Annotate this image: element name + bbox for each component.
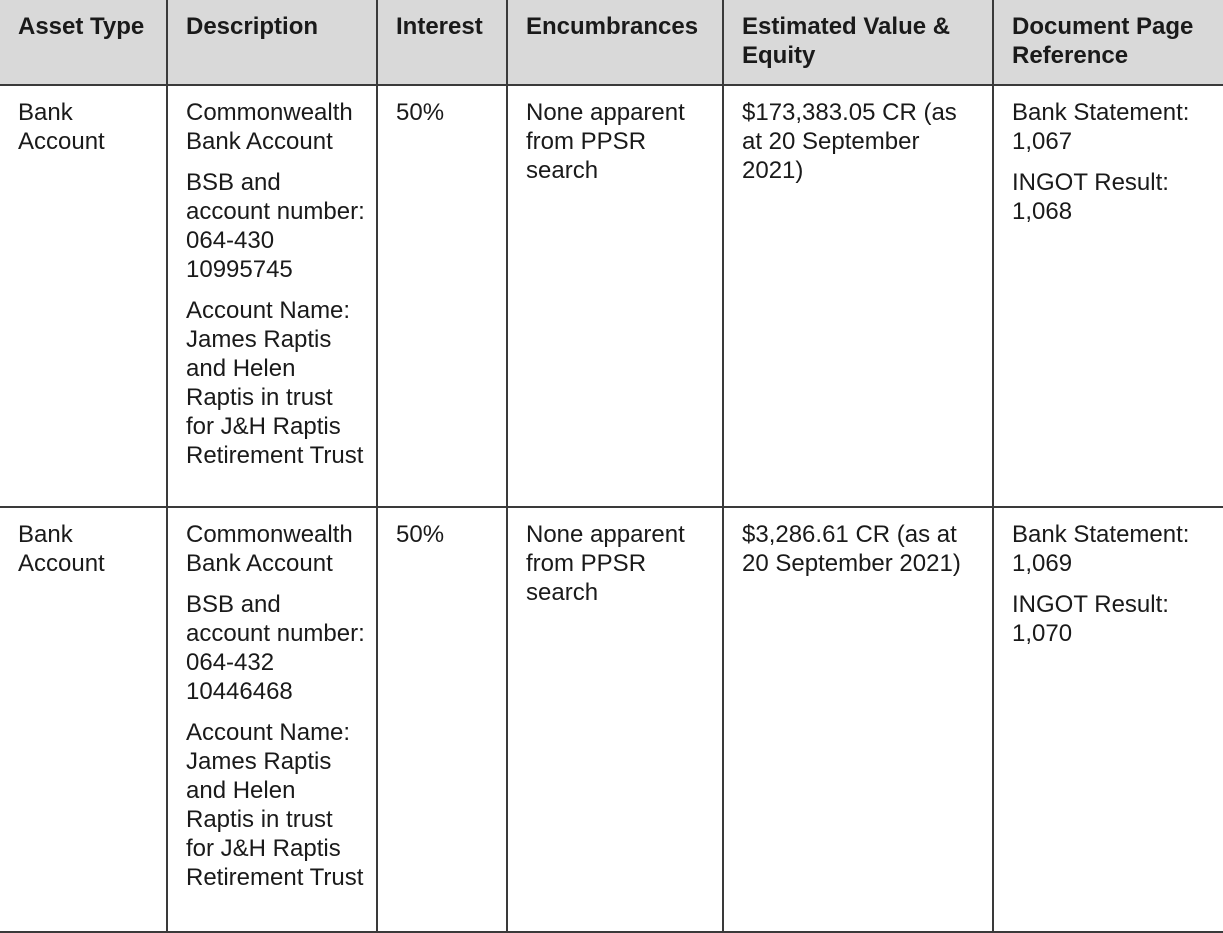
reference-ingot-result: INGOT Result: 1,070 (1012, 591, 1169, 648)
description-account-name: Account Name: James Raptis and Helen Raptis in trust for J&H Raptis Retirement Trust (186, 297, 364, 469)
cell-estimated-value: $3,286.61 CR (as at 20 September 2021) (723, 507, 993, 932)
table-row (0, 85, 1223, 507)
reference-bank-statement: Bank Statement: 1,069 (1012, 521, 1190, 578)
cell-description (167, 507, 377, 932)
cell-document-reference (993, 85, 1223, 507)
reference-bank-statement: Bank Statement: 1,067 (1012, 99, 1190, 155)
header-encumbrances: Encumbrances (507, 0, 723, 85)
cell-interest: 50% (377, 85, 507, 507)
description-account-name: Account Name: James Raptis and Helen Raptis in trust for J&H Raptis Retirement Trust (186, 719, 364, 892)
header-estimated-value: Estimated Value & Equity (723, 0, 993, 85)
cell-asset-type: Bank Account (0, 507, 167, 932)
cell-encumbrances: None apparent from PPSR search (507, 85, 723, 507)
cell-description (167, 85, 377, 507)
cell-asset-type: Bank Account (0, 85, 167, 507)
cell-document-reference (993, 507, 1223, 932)
header-description: Description (167, 0, 377, 85)
description-bank-name: Commonwealth Bank Account (186, 521, 353, 578)
cell-interest: 50% (377, 507, 507, 932)
reference-ingot-result: INGOT Result: 1,068 (1012, 169, 1169, 225)
header-document-reference: Document Page Reference (993, 0, 1223, 85)
table-row (0, 507, 1223, 932)
header-interest: Interest (377, 0, 507, 85)
cell-estimated-value: $173,383.05 CR (as at 20 September 2021) (723, 85, 993, 507)
table-header-row (0, 0, 1223, 85)
cell-encumbrances: None apparent from PPSR search (507, 507, 723, 932)
description-account-number: BSB and account number: 064-430 10995745 (186, 169, 365, 283)
description-account-number: BSB and account number: 064-432 10446468 (186, 591, 365, 706)
description-bank-name: Commonwealth Bank Account (186, 99, 353, 155)
header-asset-type: Asset Type (0, 0, 167, 85)
